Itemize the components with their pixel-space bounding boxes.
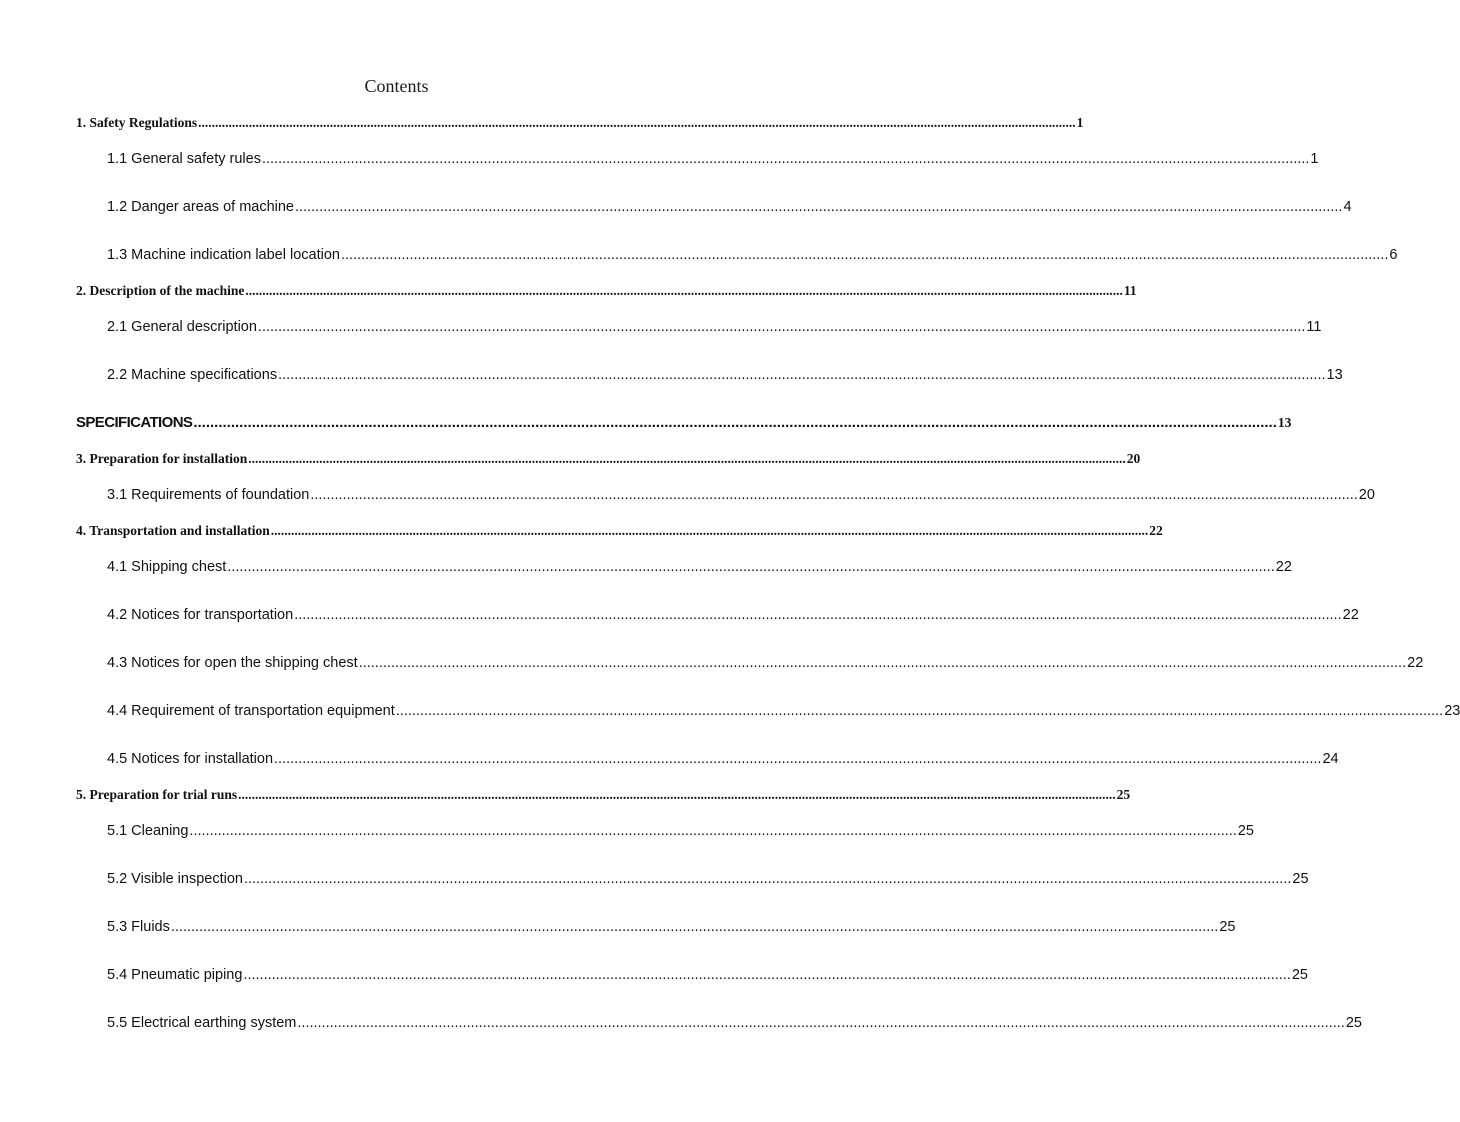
toc-entry-label: 1.1 General safety rules [107, 151, 261, 167]
toc-page-number: 13 [1277, 415, 1292, 430]
toc-dot-leader: .................................................................................................................................................................................................................................................................... [189, 823, 1237, 839]
toc-dot-leader: .................................................................................................................................................................................................................................................................... [170, 919, 1219, 935]
toc-entry-label: 4.5 Notices for installation [107, 751, 274, 767]
toc-entry[interactable] [107, 751, 1339, 767]
toc-entry[interactable] [76, 787, 1131, 803]
toc-entry-label: 4.3 Notices for open the shipping chest [107, 655, 358, 671]
toc-entry-label: 1. Safety Regulations [76, 115, 198, 130]
toc-page-number: 25 [1345, 1015, 1362, 1031]
toc-page-number: 11 [1123, 283, 1137, 298]
toc-entry[interactable] [107, 967, 1308, 983]
page-title: Contents [364, 76, 429, 96]
toc-page-number: 25 [1291, 967, 1308, 983]
toc-entry[interactable] [107, 871, 1309, 887]
toc-entry[interactable] [107, 199, 1352, 215]
toc-page-number: 20 [1126, 451, 1141, 466]
toc-entry[interactable] [76, 115, 1084, 131]
toc-entry[interactable] [107, 655, 1424, 671]
toc-entry[interactable] [107, 319, 1322, 335]
toc-entry-label: 1.2 Danger areas of machine [107, 199, 294, 215]
toc-entry-label: 4. Transportation and installation [76, 523, 270, 538]
toc-dot-leader: .................................................................................................................................................................................................................................................................... [340, 247, 1389, 263]
toc-entry[interactable] [107, 703, 1460, 719]
toc-entry[interactable] [76, 414, 1292, 431]
toc-entry-label: SPECIFICATIONS [76, 414, 193, 431]
toc-entry[interactable] [76, 451, 1141, 467]
toc-dot-leader: .................................................................................................................................................................................................................................................................... [358, 655, 1407, 671]
toc-entry[interactable] [107, 487, 1375, 503]
toc-entry-label: 5.5 Electrical earthing system [107, 1015, 297, 1031]
toc-entry-label: 5.3 Fluids [107, 919, 170, 935]
toc-entry-label: 1.3 Machine indication label location [107, 247, 340, 263]
toc-dot-leader: .................................................................................................................................................................................................................................................................... [270, 523, 1149, 538]
toc-page-number: 1 [1076, 115, 1084, 130]
toc-dot-leader: .................................................................................................................................................................................................................................................................... [248, 451, 1126, 466]
toc-dot-leader: .................................................................................................................................................................................................................................................................... [278, 367, 1326, 383]
toc-page-number: 23 [1444, 703, 1460, 719]
toc-entry-label: 5.1 Cleaning [107, 823, 189, 839]
toc-dot-leader: .................................................................................................................................................................................................................................................................... [310, 487, 1358, 503]
toc-dot-leader: .................................................................................................................................................................................................................................................................... [243, 871, 1292, 887]
toc-dot-leader: .................................................................................................................................................................................................................................................................... [395, 703, 1444, 719]
toc-entry-label: 5. Preparation for trial runs [76, 787, 238, 802]
toc-entry[interactable] [76, 523, 1163, 539]
toc-dot-leader: .................................................................................................................................................................................................................................................................... [257, 319, 1306, 335]
toc-entry[interactable] [107, 1015, 1362, 1031]
toc-page-number: 22 [1275, 559, 1292, 575]
toc-page-number: 4 [1343, 199, 1352, 215]
toc-entry-label: 2. Description of the machine [76, 283, 245, 298]
toc-page-number: 22 [1149, 523, 1163, 538]
toc-entry[interactable] [107, 559, 1292, 575]
toc-entry[interactable] [76, 283, 1137, 299]
toc-entry-label: 4.2 Notices for transportation [107, 607, 294, 623]
toc-page-number: 22 [1407, 655, 1424, 671]
toc-dot-leader: .................................................................................................................................................................................................................................................................... [297, 1015, 1345, 1031]
toc-page-number: 25 [1219, 919, 1236, 935]
toc-entry[interactable] [107, 607, 1359, 623]
toc-page-number: 6 [1389, 247, 1398, 263]
toc-entry-label: 2.1 General description [107, 319, 257, 335]
toc-page-number: 20 [1358, 487, 1375, 503]
toc-entry[interactable] [107, 919, 1236, 935]
toc-entry[interactable] [107, 823, 1254, 839]
toc-dot-leader: .................................................................................................................................................................................................................................................................... [238, 787, 1116, 802]
toc-page-number: 24 [1322, 751, 1339, 767]
toc-entry-label: 3. Preparation for installation [76, 451, 248, 466]
toc-dot-leader: .................................................................................................................................................................................................................................................................... [295, 199, 1343, 215]
toc-dot-leader: .................................................................................................................................................................................................................................................................... [245, 283, 1123, 298]
toc-page-number: 25 [1292, 871, 1309, 887]
toc-page-number: 13 [1326, 367, 1343, 383]
toc-entry-label: 3.1 Requirements of foundation [107, 487, 310, 503]
toc-dot-leader: .................................................................................................................................................................................................................................................................... [193, 414, 1277, 431]
toc-entry-label: 5.2 Visible inspection [107, 871, 243, 887]
toc-dot-leader: .................................................................................................................................................................................................................................................................... [261, 151, 1310, 167]
toc-entry-label: 2.2 Machine specifications [107, 367, 278, 383]
toc-dot-leader: .................................................................................................................................................................................................................................................................... [227, 559, 1275, 575]
toc-entry[interactable] [107, 247, 1398, 263]
toc-entry-label: 4.1 Shipping chest [107, 559, 227, 575]
toc-page-number: 25 [1116, 787, 1131, 802]
toc-page-number: 25 [1237, 823, 1254, 839]
toc-dot-leader: .................................................................................................................................................................................................................................................................... [294, 607, 1342, 623]
toc-entry[interactable] [107, 151, 1319, 167]
toc-entry[interactable] [107, 367, 1343, 383]
toc-dot-leader: .................................................................................................................................................................................................................................................................... [198, 115, 1076, 130]
toc-page-number: 1 [1310, 151, 1319, 167]
toc-page-number: 22 [1342, 607, 1359, 623]
toc-entry-label: 4.4 Requirement of transportation equipment [107, 703, 395, 719]
toc-dot-leader: .................................................................................................................................................................................................................................................................... [274, 751, 1322, 767]
toc-entry-label: 5.4 Pneumatic piping [107, 967, 243, 983]
toc-page-number: 11 [1306, 319, 1322, 335]
toc-dot-leader: .................................................................................................................................................................................................................................................................... [243, 967, 1291, 983]
